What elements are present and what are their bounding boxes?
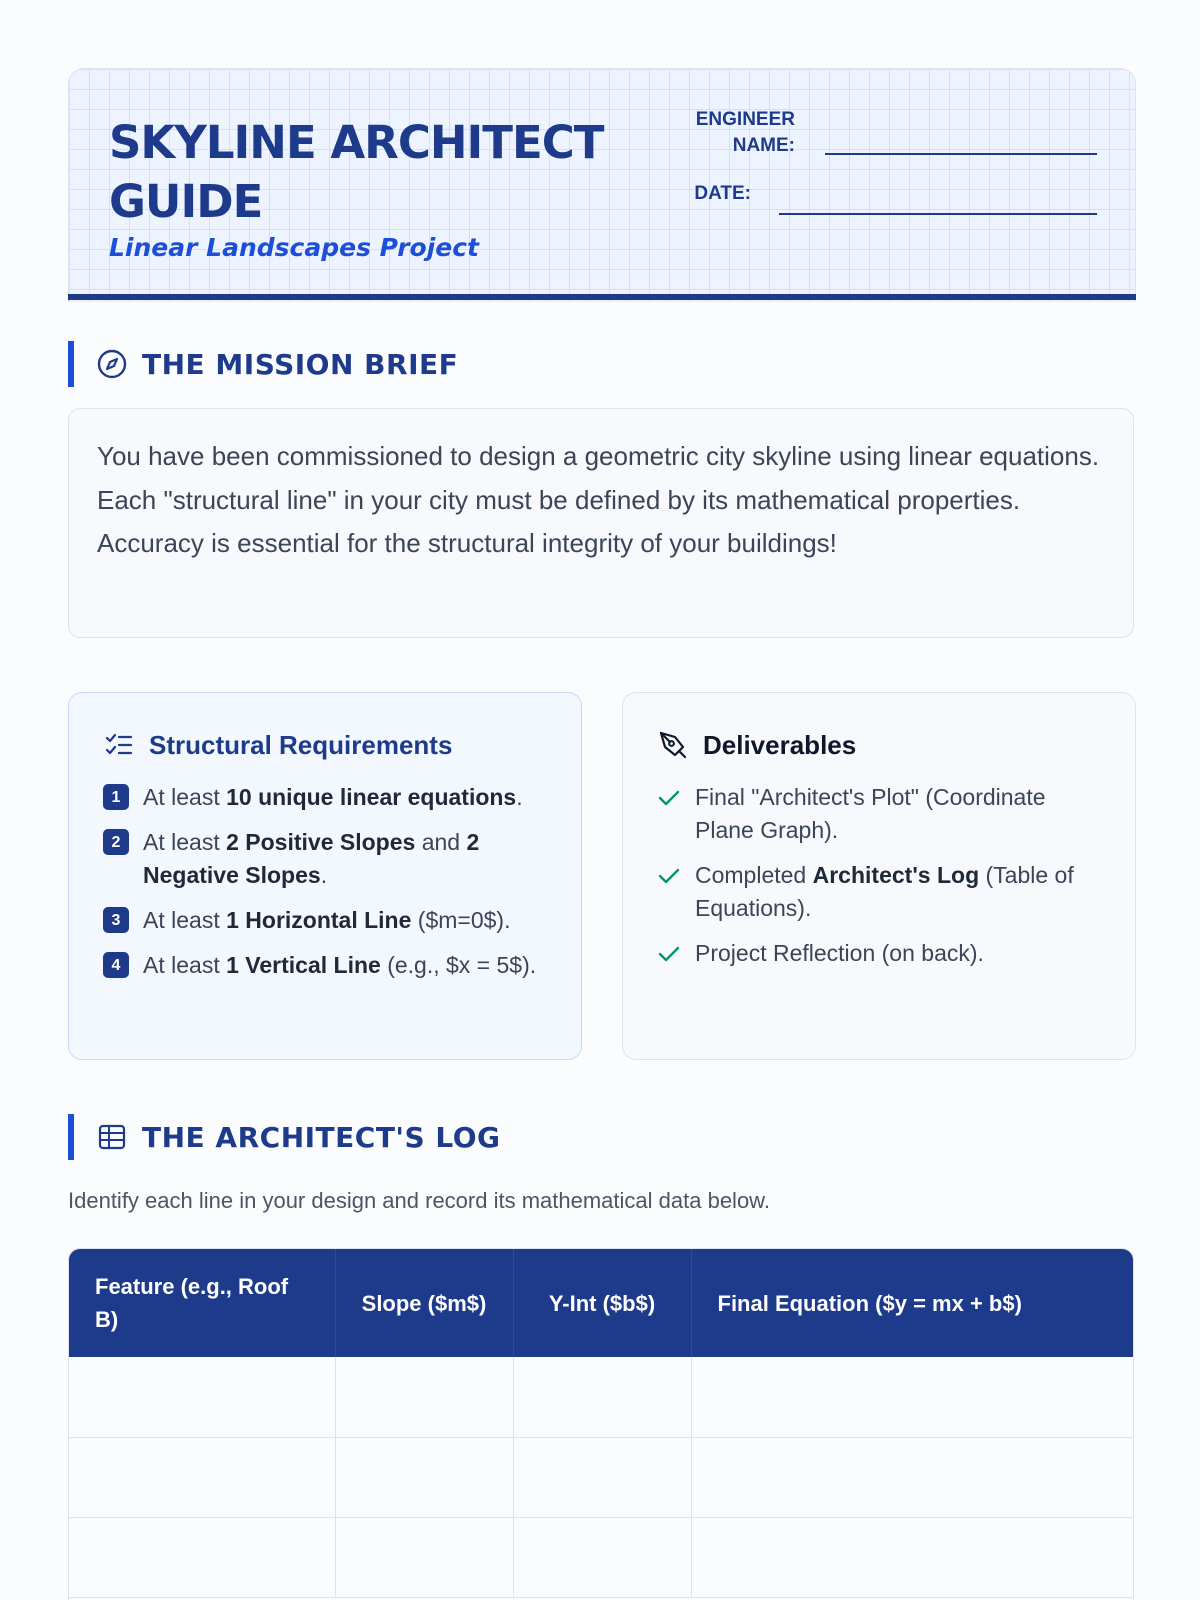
requirement-number: 4 [103, 952, 129, 978]
table-cell[interactable] [69, 1437, 335, 1517]
requirement-item [103, 826, 547, 892]
column-header-equation: Final Equation ($y = mx + b$) [691, 1249, 1134, 1357]
mission-brief: You have been commissioned to design a geometric city skyline using linear equations. Each "structural line" in your city must be defined by its mathematical properties. Accuracy is essential for the structural integrity of your buildings! [68, 408, 1134, 638]
column-header-slope: Slope ($m$) [335, 1249, 513, 1357]
deliverable-item [657, 781, 1101, 847]
column-header-feature: Feature (e.g., Roof B) [69, 1249, 335, 1357]
requirements-title [103, 729, 547, 761]
date-label: DATE: [694, 183, 751, 204]
requirement-text: At least 10 unique linear equations. [143, 784, 523, 810]
deliverable-text: Completed Architect's Log (Table of Equations). [695, 862, 1074, 921]
mission-heading-label: THE MISSION BRIEF [142, 347, 459, 381]
check-icon [657, 781, 681, 814]
table-cell[interactable] [335, 1437, 513, 1517]
table-row [69, 1437, 1134, 1517]
table-row [69, 1357, 1134, 1437]
requirement-item [103, 781, 547, 814]
compass-icon [96, 348, 128, 380]
deliverable-text: Project Reflection (on back). [695, 940, 984, 966]
table-cell[interactable] [335, 1357, 513, 1437]
table-cell[interactable] [691, 1357, 1134, 1437]
log-heading-label: THE ARCHITECT'S LOG [142, 1120, 501, 1154]
page-subtitle: Linear Landscapes Project [109, 233, 480, 262]
requirement-number: 1 [103, 784, 129, 810]
engineer-name-label [689, 107, 795, 159]
page-title: SKYLINE ARCHITECT GUIDE [109, 116, 604, 228]
requirement-item [103, 949, 547, 982]
log-heading [68, 1114, 501, 1160]
table-cell[interactable] [513, 1357, 691, 1437]
deliverable-item [657, 859, 1101, 925]
requirements-card [68, 692, 582, 1060]
requirement-text: At least 1 Vertical Line (e.g., $x = 5$). [143, 952, 537, 978]
deliverable-text: Final "Architect's Plot" (Coordinate Plane Graph). [695, 784, 1046, 843]
log-intro: Identify each line in your design and record its mathematical data below. [68, 1188, 770, 1213]
engineer-name-field[interactable] [825, 153, 1097, 155]
requirement-text: At least 1 Horizontal Line ($m=0$). [143, 907, 511, 933]
table-cell[interactable] [69, 1357, 335, 1437]
deliverable-item [657, 937, 1101, 970]
date-field[interactable] [779, 213, 1097, 215]
table-cell[interactable] [691, 1437, 1134, 1517]
table-cell[interactable] [69, 1517, 335, 1597]
table-cell[interactable] [513, 1437, 691, 1517]
architect-log-table [68, 1248, 1134, 1600]
requirement-number: 3 [103, 907, 129, 933]
table-cell[interactable] [513, 1517, 691, 1597]
header [68, 68, 1136, 302]
pen-tool-icon [657, 729, 689, 761]
table-header-row [69, 1249, 1134, 1357]
checklist-icon [103, 729, 135, 761]
deliverables-card [622, 692, 1136, 1060]
column-header-y-int: Y-Int ($b$) [513, 1249, 691, 1357]
engineer-label-line2: NAME: [732, 135, 795, 156]
check-icon [657, 937, 681, 970]
requirements-title-text: Structural Requirements [149, 729, 453, 760]
table-cell[interactable] [691, 1517, 1134, 1597]
section-accent-bar [68, 1114, 74, 1160]
header-divider [68, 294, 1136, 300]
table-cell[interactable] [335, 1517, 513, 1597]
requirement-item [103, 904, 547, 937]
table-icon [96, 1121, 128, 1153]
deliverables-title-text: Deliverables [703, 729, 857, 760]
requirement-text: At least 2 Positive Slopes and 2 Negative Slopes. [143, 829, 480, 888]
table-row [69, 1517, 1134, 1597]
mission-heading [68, 341, 458, 387]
check-icon [657, 859, 681, 892]
engineer-label-line1: ENGINEER [695, 109, 795, 130]
requirement-number: 2 [103, 829, 129, 855]
section-accent-bar [68, 341, 74, 387]
deliverables-title [657, 729, 1101, 761]
